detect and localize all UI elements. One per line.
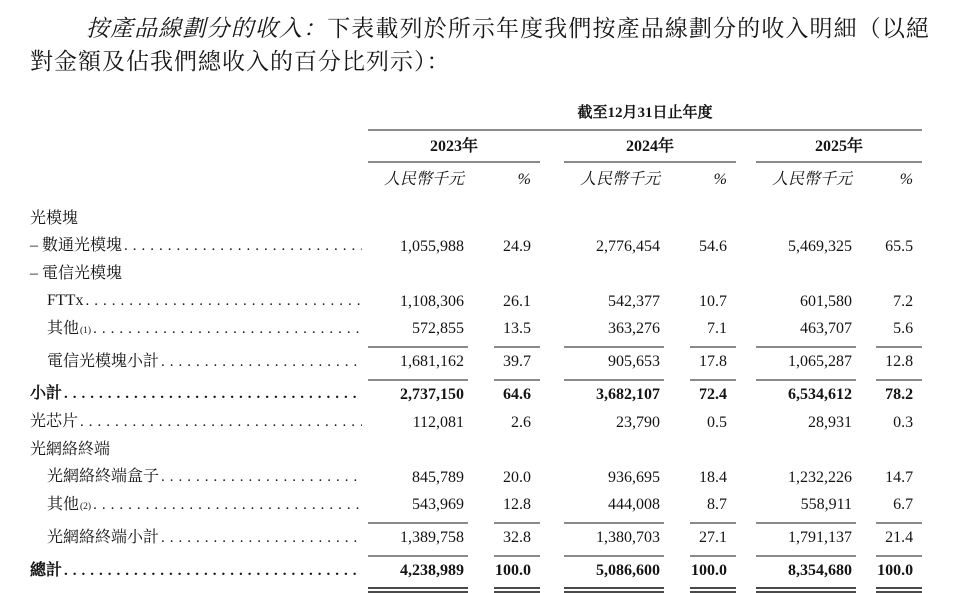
spacer-cell [468,556,494,588]
spacer-cell [736,315,756,347]
cell-amount [564,436,664,463]
row-label: 總計 [30,562,63,579]
cell-amount: 1,380,703 [564,523,664,556]
row-label: – 電信光模塊 [30,265,123,282]
spacer-cell [540,232,564,260]
intro-lead: 按產品線劃分的收入： [86,16,328,41]
spacer-cell [540,463,564,491]
cell-amount [368,205,468,232]
spacer-cell [540,205,564,232]
row-label-cell [30,205,368,232]
cell-percent: 8.7 [690,491,736,523]
spacer-cell [856,523,876,556]
table-row [30,556,922,588]
spacer-cell [30,104,368,130]
cell-amount [756,205,856,232]
row-label-cell [30,380,368,408]
spacer-cell [468,380,494,408]
spacer-cell [468,436,494,463]
cell-percent: 10.7 [699,293,727,310]
cell-amount: 8,354,680 [756,556,856,588]
dot-leader [161,467,362,487]
row-label-cell [30,260,368,287]
row-label: 光芯片 [30,413,79,430]
cell-amount: 1,389,758 [368,523,468,556]
cell-amount: 1,065,287 [756,347,856,380]
subheader-currency-2024: 人民幣千元 [579,171,660,188]
spacer-cell [736,347,756,380]
cell-amount: 543,969 [368,491,468,523]
spacer-cell [540,408,564,436]
spacer-cell [664,491,690,523]
cell-percent: 100.0 [494,556,540,588]
spacer-cell [856,436,876,463]
cell-percent: 7.1 [690,315,736,347]
cell-amount [756,436,856,463]
dot-leader [124,236,362,256]
row-label-cell [30,347,368,380]
cell-amount [756,260,856,287]
row-label-cell [30,463,368,491]
spacer-cell [468,463,494,491]
spacer-cell [856,162,876,205]
spacer-cell [540,523,564,556]
spacer-cell [736,130,756,162]
table-row [30,205,922,232]
cell-percent: 20.0 [503,469,531,486]
table-row [30,380,922,408]
cell-percent: 78.2 [885,386,914,403]
row-label: 其他 [47,496,80,513]
cell-percent: 12.8 [876,347,922,380]
row-label: 光模塊 [30,210,79,227]
cell-percent: 26.1 [503,293,531,310]
cell-amount [564,260,664,287]
spacer-cell [540,380,564,408]
spacer-cell [540,162,564,205]
cell-amount: 1,055,988 [400,238,464,255]
spacer-cell [856,205,876,232]
cell-percent: 21.4 [876,523,922,556]
cell-percent: 13.5 [494,315,540,347]
cell-amount: 1,108,306 [400,293,464,310]
spacer-cell [468,523,494,556]
table-row [30,347,922,380]
row-label: – 數通光模塊 [30,237,123,254]
table-row [30,232,922,260]
cell-amount: 112,081 [412,414,464,431]
table-row [30,408,922,436]
subheader-currency-2023: 人民幣千元 [383,171,464,188]
spacer-cell [856,408,876,436]
table-header [30,104,922,205]
subheader-percent-2024: % [713,171,727,188]
spacer-cell [30,162,368,205]
cell-amount: 444,008 [564,491,664,523]
spacer-cell [468,315,494,347]
cell-amount [368,260,468,287]
row-label-cell [30,436,368,463]
spacer-cell [856,232,876,260]
row-label: 光網絡終端小計 [47,529,160,546]
cell-amount [368,436,468,463]
spacer-cell [540,260,564,287]
spacer-cell [664,232,690,260]
cell-percent: 72.4 [699,386,727,403]
spacer-cell [664,287,690,315]
row-label-cell: 其他 (2) ..... [30,491,368,523]
cell-percent: 17.8 [690,347,736,380]
spacer-cell [736,408,756,436]
spacer-cell [468,232,494,260]
cell-amount [564,205,664,232]
cell-percent [494,205,540,232]
cell-percent: 54.6 [699,238,727,255]
year-header-2024: 2024年 [564,130,736,162]
cell-percent: 64.6 [503,386,531,403]
revenue-by-product-line-table [30,104,922,589]
intro-paragraph [30,12,930,78]
spacer-cell [736,162,756,205]
spacer-cell [540,287,564,315]
cell-amount: 905,653 [564,347,664,380]
cell-amount: 2,776,454 [596,238,660,255]
year-header-2023: 2023年 [368,130,540,162]
spacer-cell [664,205,690,232]
spacer-cell [664,408,690,436]
spacer-cell [468,408,494,436]
cell-amount: 5,469,325 [788,238,852,255]
cell-percent: 14.7 [885,469,914,486]
cell-amount: 3,682,107 [596,386,660,403]
cell-percent: 24.9 [503,238,531,255]
spacer-cell [736,260,756,287]
cell-amount: 2,737,150 [400,386,464,403]
cell-percent [690,205,736,232]
cell-amount: 363,276 [564,315,664,347]
row-label-cell [30,523,368,556]
spacer-cell [736,491,756,523]
spacer-cell [30,130,368,162]
cell-percent [876,436,922,463]
cell-amount: 5,086,600 [564,556,664,588]
table-row [30,287,922,315]
row-label: 電信光模塊小計 [47,353,160,370]
cell-percent: 5.6 [876,315,922,347]
spacer-cell [856,380,876,408]
row-label: FTTx [47,292,84,309]
spacer-cell [856,315,876,347]
table-row [30,523,922,556]
table-row [30,315,922,347]
cell-amount: 4,238,989 [368,556,468,588]
period-header: 截至12月31日止年度 [368,104,922,130]
year-header-2025: 2025年 [756,130,922,162]
table-row [30,491,922,523]
spacer-cell [856,556,876,588]
cell-percent [494,260,540,287]
spacer-cell [540,315,564,347]
dot-leader [93,495,362,515]
row-label: 光網絡終端 [30,441,111,458]
row-label-cell [30,287,368,315]
cell-percent [690,260,736,287]
row-label-cell [30,232,368,260]
cell-amount: 6,534,612 [788,386,852,403]
spacer-cell [664,260,690,287]
spacer-cell [468,287,494,315]
cell-amount: 845,789 [412,469,464,486]
spacer-cell [736,436,756,463]
spacer-cell [736,380,756,408]
cell-percent: 100.0 [876,556,922,588]
cell-percent: 65.5 [885,238,914,255]
spacer-cell [540,130,564,162]
dot-leader [80,412,362,432]
spacer-cell [664,315,690,347]
cell-amount: 1,681,162 [368,347,468,380]
spacer-cell [664,436,690,463]
spacer-cell [468,347,494,380]
dot-leader [64,561,362,581]
dot-leader [161,352,362,372]
subheader-currency-2025: 人民幣千元 [771,171,852,188]
spacer-cell [468,205,494,232]
spacer-cell [736,287,756,315]
spacer-cell [468,491,494,523]
spacer-cell [468,260,494,287]
cell-amount: 28,931 [808,414,852,431]
spacer-cell [540,347,564,380]
cell-percent [876,260,922,287]
row-label-cell [30,556,368,588]
dot-leader [64,384,362,404]
intro-body-text: 下表載列於所示年度我們按產品線劃分的收入明細（以絕對金額及佔我們總收入的百分比列示）： [30,16,931,74]
cell-percent: 18.4 [699,469,727,486]
cell-amount: 463,707 [756,315,856,347]
spacer-cell [856,347,876,380]
cell-percent [690,436,736,463]
cell-percent: 12.8 [494,491,540,523]
spacer-cell [856,287,876,315]
spacer-cell [664,162,690,205]
cell-percent: 7.2 [893,293,914,310]
dot-leader [93,319,362,339]
spacer-cell [856,463,876,491]
spacer-cell [540,556,564,588]
cell-amount: 558,911 [756,491,856,523]
cell-percent: 2.6 [511,414,531,431]
period-header-row [30,104,922,130]
row-label: 其他 [47,320,80,337]
spacer-cell [664,380,690,408]
table-body [30,205,922,588]
year-header-row [30,130,922,162]
cell-amount: 542,377 [608,293,660,310]
spacer-cell [540,436,564,463]
spacer-cell [664,523,690,556]
cell-amount: 1,232,226 [788,469,852,486]
spacer-cell [856,491,876,523]
spacer-cell [664,463,690,491]
spacer-cell [736,205,756,232]
cell-percent: 39.7 [494,347,540,380]
subheader-percent-2025: % [899,171,914,188]
row-label-cell: 其他 (1) ..... [30,315,368,347]
spacer-cell [856,260,876,287]
cell-percent: 100.0 [690,556,736,588]
row-label: 光網絡終端盒子 [47,468,160,485]
dot-leader [85,291,362,311]
table-row [30,463,922,491]
subheader-percent-2023: % [517,171,531,188]
cell-percent: 6.7 [876,491,922,523]
cell-percent [876,205,922,232]
cell-percent: 32.8 [494,523,540,556]
row-label-cell [30,408,368,436]
spacer-cell [468,162,494,205]
row-label: 小計 [30,385,63,402]
cell-amount: 572,855 [368,315,468,347]
spacer-cell [540,491,564,523]
cell-percent: 27.1 [690,523,736,556]
spacer-cell [736,463,756,491]
spacer-cell [736,232,756,260]
cell-percent: 0.5 [707,414,727,431]
spacer-cell [664,347,690,380]
cell-amount: 936,695 [608,469,660,486]
spacer-cell [664,556,690,588]
table-row [30,260,922,287]
cell-percent [494,436,540,463]
spacer-cell [736,556,756,588]
cell-percent: 0.3 [893,414,914,431]
cell-amount: 1,791,137 [756,523,856,556]
dot-leader [161,528,362,548]
column-subheader-row [30,162,922,205]
spacer-cell [736,523,756,556]
cell-amount: 23,790 [616,414,660,431]
table-row [30,436,922,463]
cell-amount: 601,580 [800,293,852,310]
